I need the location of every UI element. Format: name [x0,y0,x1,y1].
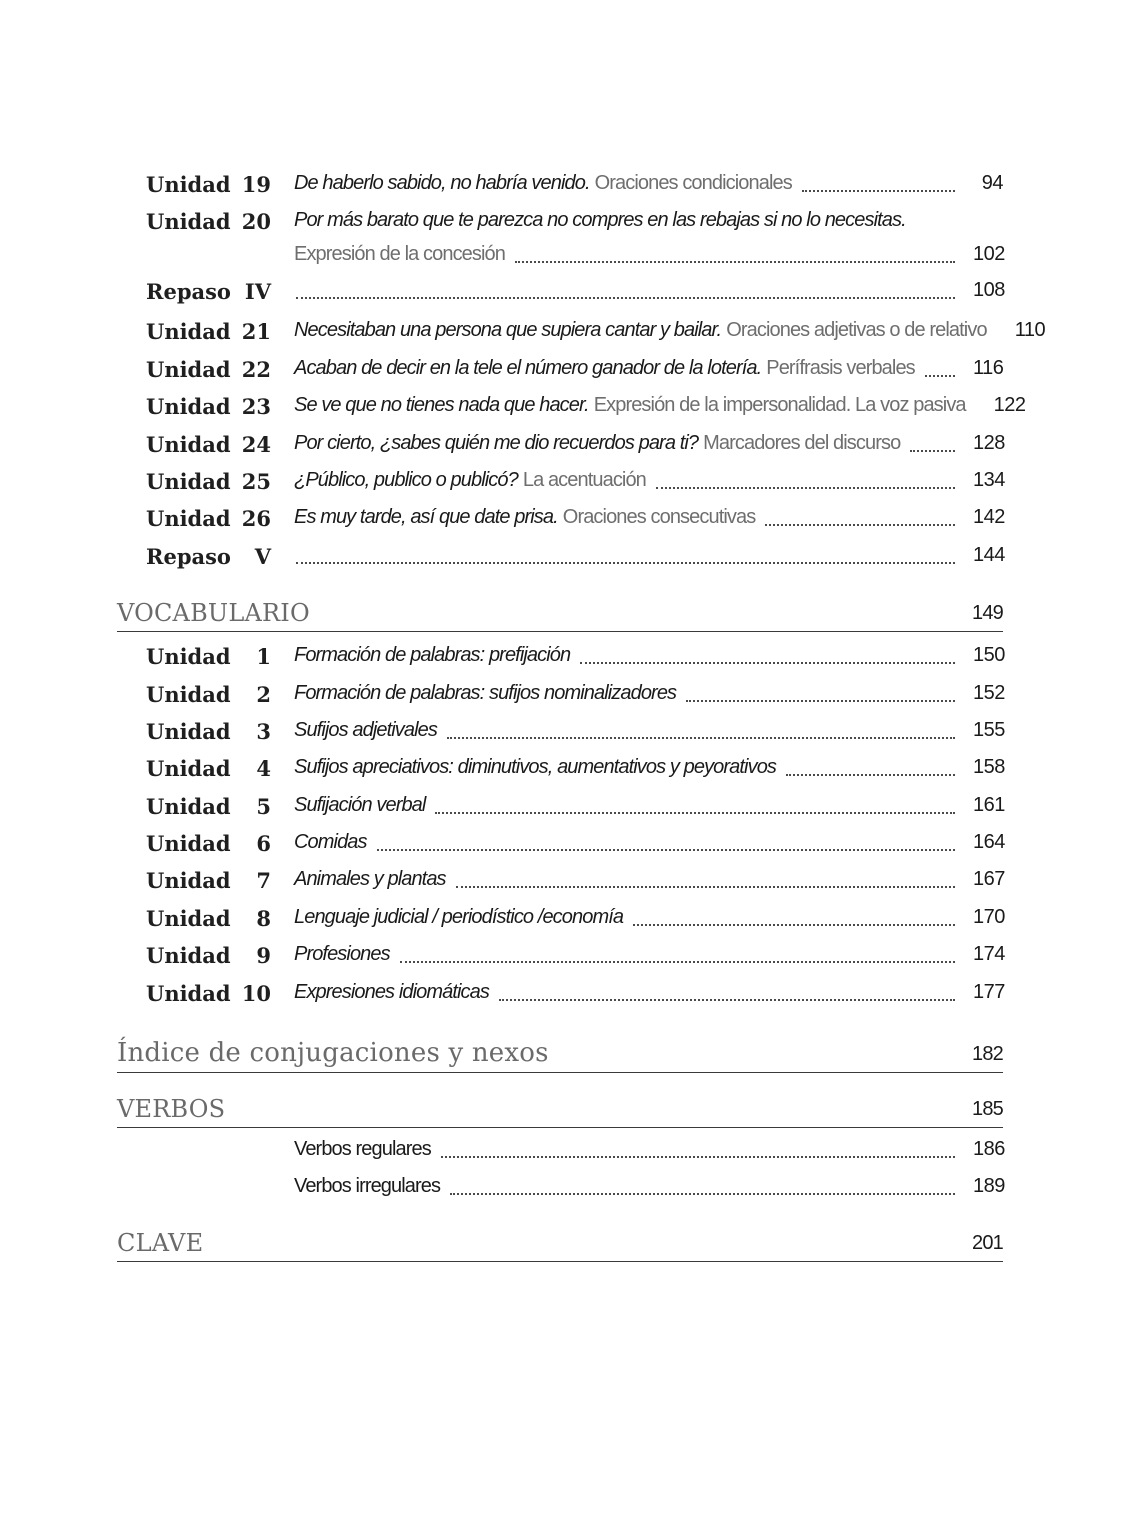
page-number: 189 [973,1175,1005,1198]
page-number: 170 [973,905,1005,928]
entry-text: Formación de palabras: sufijos nominalizadores 152 [294,681,1005,704]
section-page-number: 149 [972,602,1003,625]
entry-text: Animales y plantas 167 [294,868,1005,891]
page-number: 102 [973,243,1005,266]
toc-entry-unidad-20[interactable]: Unidad 20 Por más barato que te parezca no compres en las rebajas si no lo necesitas. Expresión de la concesión 102 [117,205,1003,275]
page-number: 94 [981,172,1003,194]
dot-leader [633,924,955,926]
dot-leader [400,961,955,963]
entry-text: ¿Público, publico o publicó? La acentuación 134 [294,468,1005,491]
toc-entry-vocabulario-unidad-1[interactable]: Unidad 1 Formación de palabras: prefijación 150 [146,644,1005,670]
page-number: 152 [973,681,1005,704]
section-page-number: 185 [972,1098,1003,1121]
page-number: 150 [973,644,1005,667]
entry-text: Sufijos apreciativos: diminutivos, aumentativos y peyorativos 158 [294,756,1005,779]
dot-leader [802,190,955,192]
dot-leader [377,849,955,851]
entry-text: Lenguaje judicial / periodístico /economía 170 [294,905,1005,928]
toc-entry-unidad-21[interactable]: Unidad 21 Necesitaban una persona que supiera cantar y bailar. Oraciones adjetivas o de relativo 110 [146,318,1046,344]
page-number: 174 [973,943,1005,966]
page-number: 161 [973,793,1005,816]
entry-text: Verbos regulares 186 [294,1138,1005,1161]
page-number: 142 [973,506,1005,529]
dot-leader [656,487,955,489]
section-title: VOCABULARIO [117,599,310,628]
page-number: 186 [973,1138,1005,1161]
entry-text: Verbos irregulares 189 [294,1175,1005,1198]
page-number: 164 [973,831,1005,854]
dot-leader [441,1156,955,1158]
page-number: 116 [973,356,1004,379]
entry-text: Formación de palabras: prefijación 150 [294,644,1005,667]
page-number: 110 [1014,318,1046,341]
section-title: Índice de conjugaciones y nexos [117,1038,549,1069]
toc-entry-vocabulario-unidad-6[interactable]: Unidad 6 Comidas 164 [146,831,1005,857]
toc-entry-vocabulario-unidad-9[interactable]: Unidad 9 Profesiones 174 [146,943,1005,969]
entry-text: De haberlo sabido, no habría venido. Oraciones condicionales 94 [294,172,1003,194]
page-number: 122 [993,394,1026,417]
dot-leader [765,524,955,526]
dot-leader [910,450,955,452]
toc-entry-unidad-26[interactable]: Unidad 26 Es muy tarde, así que date prisa. Oraciones consecutivas 142 [146,506,1005,532]
page-number: 155 [973,718,1005,741]
page-number: 167 [973,868,1005,891]
entry-text: Necesitaban una persona que supiera cantar y bailar. Oraciones adjetivas o de relativo 110 [294,318,1046,341]
toc-entry-repaso-v[interactable]: Repaso V 144 [146,543,1005,569]
toc-entry-repaso-iv[interactable]: Repaso IV 108 [146,279,1005,305]
toc-entry-vocabulario-unidad-10[interactable]: Unidad 10 Expresiones idiomáticas 177 [146,980,1005,1006]
dot-leader [925,375,955,377]
entry-text: Se ve que no tienes nada que hacer. Expresión de la impersonalidad. La voz pasiva 122 [294,394,1026,417]
toc-entry-vocabulario-unidad-2[interactable]: Unidad 2 Formación de palabras: sufijos nominalizadores 152 [146,681,1005,707]
entry-subtitle: Expresión de la concesión 102 [294,243,1005,266]
vocabulario-list [117,640,1003,1014]
dot-leader [580,662,955,664]
page-number: 128 [973,431,1005,454]
entry-text: Por más barato que te parezca no compres en las rebajas si no lo necesitas. [294,209,906,232]
toc-entry-unidad-24[interactable]: Unidad 24 Por cierto, ¿sabes quién me dio recuerdos para ti? Marcadores del discurso 128 [146,431,1005,457]
toc-entry-unidad-22[interactable]: Unidad 22 Acaban de decir en la tele el número ganador de la lotería. Perífrasis verbales 116 [146,356,1004,382]
dot-leader [515,261,955,263]
toc-entry-unidad-19[interactable]: Unidad 19 De haberlo sabido, no habría venido. Oraciones condicionales 94 [146,172,1003,197]
dot-leader [686,700,955,702]
toc-entry-verbos-irregulares[interactable] [117,1171,1003,1208]
dot-leader [456,886,955,888]
dot-leader [435,812,955,814]
section-clave[interactable] [117,1209,1003,1262]
dot-leader [296,562,955,564]
entry-text: Expresiones idiomáticas 177 [294,980,1005,1003]
page-number: 158 [973,756,1005,779]
dot-leader [786,774,955,776]
table-of-contents [117,168,1046,1262]
entry-text [294,544,1003,570]
toc-entry-verbos-regulares[interactable] [117,1134,1003,1171]
dot-leader [296,297,955,299]
page-number: 108 [973,279,1005,302]
toc-entry-unidad-25[interactable]: Unidad 25 ¿Público, publico o publicó? La acentuación 134 [146,468,1005,494]
toc-entry-vocabulario-unidad-7[interactable]: Unidad 7 Animales y plantas 167 [146,868,1005,894]
section-verbos[interactable] [117,1075,1003,1128]
dot-leader [450,1193,955,1195]
toc-entry-vocabulario-unidad-5[interactable]: Unidad 5 Sufijación verbal 161 [146,793,1005,819]
entry-text: Sufijación verbal 161 [294,793,1005,816]
section-vocabulario[interactable] [117,579,1003,632]
section-title: CLAVE [117,1228,204,1257]
toc-entry-vocabulario-unidad-3[interactable]: Unidad 3 Sufijos adjetivales 155 [146,718,1005,744]
dot-leader [499,999,955,1001]
section-page-number: 182 [972,1043,1003,1066]
page-number: 177 [973,980,1005,1003]
entry-text: Sufijos adjetivales 155 [294,718,1005,741]
entry-text: Es muy tarde, así que date prisa. Oraciones consecutivas 142 [294,506,1005,529]
entry-text: Acaban de decir en la tele el número ganador de la lotería. Perífrasis verbales 116 [294,356,1004,379]
entry-text [294,279,1003,305]
section-title: VERBOS [117,1095,226,1124]
toc-entry-unidad-23[interactable]: Unidad 23 Se ve que no tienes nada que hacer. Expresión de la impersonalidad. La voz pasiva 122 [146,394,1026,420]
toc-entry-vocabulario-unidad-4[interactable]: Unidad 4 Sufijos apreciativos: diminutivos, aumentativos y peyorativos 158 [146,756,1005,782]
entry-text: Comidas 164 [294,831,1005,854]
entry-text: Profesiones 174 [294,943,1005,966]
entry-text: Por cierto, ¿sabes quién me dio recuerdos para ti? Marcadores del discurso 128 [294,431,1005,454]
dot-leader [447,737,955,739]
page-number: 144 [973,543,1005,566]
section-page-number: 201 [972,1231,1003,1254]
page-number: 134 [973,468,1005,491]
section-indice-conjugaciones[interactable] [117,1016,1003,1073]
toc-entry-vocabulario-unidad-8[interactable]: Unidad 8 Lenguaje judicial / periodístico /economía 170 [146,905,1005,931]
